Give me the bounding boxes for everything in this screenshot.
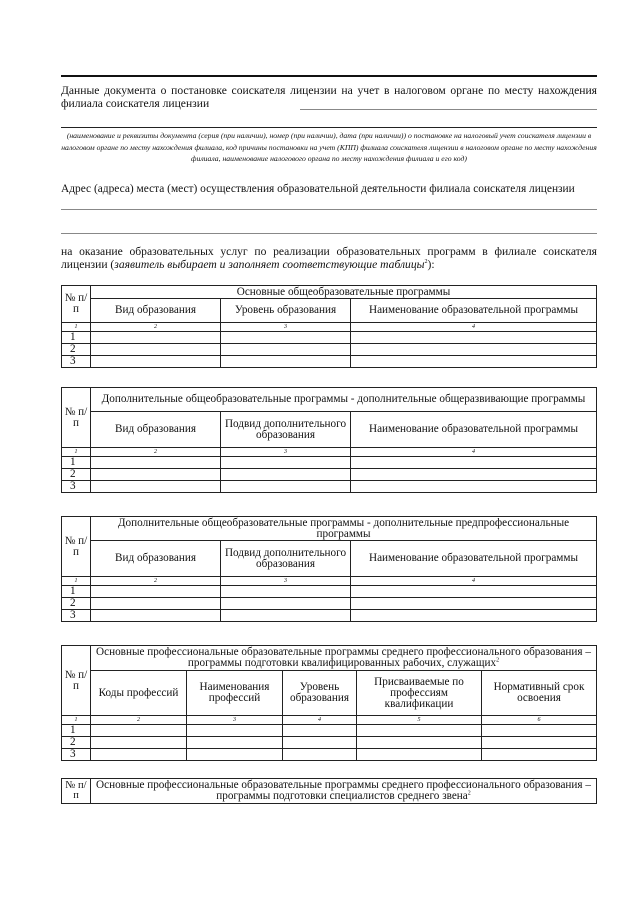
- row-number: 2: [62, 737, 91, 749]
- table-skilled-workers-programs: [61, 645, 597, 761]
- input-cell[interactable]: [91, 586, 221, 598]
- row-number: 2: [62, 344, 91, 356]
- table-row: [62, 332, 597, 344]
- index-cell: 3: [221, 448, 351, 457]
- table-additional-general-developing: [61, 387, 597, 493]
- input-cell[interactable]: [351, 586, 597, 598]
- no-header: № п/п: [62, 517, 91, 577]
- row-number: 1: [62, 332, 91, 344]
- input-cell[interactable]: [91, 344, 221, 356]
- index-cell: 5: [357, 716, 482, 725]
- table-mid-level-specialists: [61, 778, 597, 804]
- table-row: [62, 344, 597, 356]
- input-cell[interactable]: [91, 737, 187, 749]
- input-cell[interactable]: [221, 469, 351, 481]
- input-cell[interactable]: [187, 725, 283, 737]
- input-cell[interactable]: [91, 725, 187, 737]
- row-number: 3: [62, 356, 91, 368]
- table-general-education: [61, 285, 597, 368]
- input-cell[interactable]: [91, 598, 221, 610]
- input-cell[interactable]: [91, 481, 221, 493]
- programs-intro-italic: заявитель выбирает и заполняет соответствующие таблицы: [114, 258, 425, 271]
- tax-registration-fill-line[interactable]: [300, 109, 597, 110]
- no-header: № п/п: [62, 779, 91, 804]
- fill-line-2[interactable]: [61, 127, 597, 128]
- input-cell[interactable]: [351, 469, 597, 481]
- col-header-standard-duration: Нормативный срок освоения: [482, 671, 597, 716]
- input-cell[interactable]: [221, 586, 351, 598]
- col-header-program-name: Наименование образовательной программы: [351, 541, 597, 577]
- col-header-education-type: Вид образования: [91, 299, 221, 323]
- col-header-education-level: Уровень образования: [221, 299, 351, 323]
- table-row: [62, 610, 597, 622]
- input-cell[interactable]: [283, 725, 357, 737]
- col-header-profession-codes: Коды профессий: [91, 671, 187, 716]
- index-cell: 3: [187, 716, 283, 725]
- index-cell: 1: [62, 577, 91, 586]
- table-title: [91, 646, 597, 671]
- input-cell[interactable]: [91, 457, 221, 469]
- index-cell: 2: [91, 716, 187, 725]
- address-fill-line-1[interactable]: [61, 209, 597, 210]
- table-title: Дополнительные общеобразовательные программы - дополнительные общеразвивающие программы: [91, 388, 597, 412]
- input-cell[interactable]: [91, 332, 221, 344]
- index-cell: 3: [221, 323, 351, 332]
- input-cell[interactable]: [283, 749, 357, 761]
- index-cell: 4: [283, 716, 357, 725]
- no-header: № п/п: [62, 646, 91, 716]
- col-header-program-name: Наименование образовательной программы: [351, 299, 597, 323]
- top-rule: [61, 75, 597, 77]
- input-cell[interactable]: [482, 725, 597, 737]
- input-cell[interactable]: [482, 737, 597, 749]
- input-cell[interactable]: [357, 725, 482, 737]
- table-title-text: Основные профессиональные образовательные программы среднего профессионального образования – программы подготовки квалифицированных рабочих, служащих: [96, 646, 591, 669]
- input-cell[interactable]: [221, 610, 351, 622]
- table-row: [62, 725, 597, 737]
- row-number: 3: [62, 610, 91, 622]
- index-cell: 1: [62, 716, 91, 725]
- input-cell[interactable]: [91, 469, 221, 481]
- footnote-ref: 2: [467, 790, 471, 797]
- input-cell[interactable]: [221, 457, 351, 469]
- input-cell[interactable]: [351, 610, 597, 622]
- index-cell: 1: [62, 323, 91, 332]
- input-cell[interactable]: [221, 598, 351, 610]
- input-cell[interactable]: [91, 610, 221, 622]
- input-cell[interactable]: [351, 481, 597, 493]
- no-header: № п/п: [62, 286, 91, 323]
- table-row: [62, 356, 597, 368]
- input-cell[interactable]: [482, 749, 597, 761]
- table-row: [62, 598, 597, 610]
- input-cell[interactable]: [221, 332, 351, 344]
- row-number: 3: [62, 481, 91, 493]
- table-row: [62, 481, 597, 493]
- programs-intro-end: ):: [427, 258, 435, 271]
- footnote-ref: 2: [496, 657, 500, 664]
- input-cell[interactable]: [221, 356, 351, 368]
- input-cell[interactable]: [91, 749, 187, 761]
- input-cell[interactable]: [91, 356, 221, 368]
- table-row: [62, 469, 597, 481]
- no-header: № п/п: [62, 388, 91, 448]
- col-header-education-type: Вид образования: [91, 541, 221, 577]
- input-cell[interactable]: [351, 344, 597, 356]
- tax-registration-paragraph: Данные документа о постановке соискателя лицензии на учет в налоговом органе по месту нахождения филиала соискателя лицензии: [61, 84, 597, 110]
- input-cell[interactable]: [351, 457, 597, 469]
- input-cell[interactable]: [187, 737, 283, 749]
- col-header-profession-names: Наименования профессий: [187, 671, 283, 716]
- input-cell[interactable]: [351, 332, 597, 344]
- input-cell[interactable]: [221, 344, 351, 356]
- col-header-education-type: Вид образования: [91, 412, 221, 448]
- table-title-text: Основные профессиональные образовательные программы среднего профессионального образования – программы подготовки специалистов среднего звена: [96, 779, 591, 802]
- row-number: 2: [62, 598, 91, 610]
- row-number: 1: [62, 457, 91, 469]
- input-cell[interactable]: [351, 598, 597, 610]
- table-row: [62, 737, 597, 749]
- input-cell[interactable]: [283, 737, 357, 749]
- col-header-education-level: Уровень образования: [283, 671, 357, 716]
- address-label: Адрес (адреса) места (мест) осуществления образовательной деятельности филиала соискателя лицензии: [61, 183, 575, 195]
- index-cell: 4: [351, 577, 597, 586]
- programs-intro-main: на оказание образовательных услуг по реализации образовательных программ в филиале соискателя лицензии (: [61, 245, 597, 271]
- index-cell: 6: [482, 716, 597, 725]
- input-cell[interactable]: [351, 356, 597, 368]
- address-fill-line-2[interactable]: [61, 233, 597, 234]
- footnote-ref: 2: [424, 259, 428, 266]
- input-cell[interactable]: [357, 749, 482, 761]
- row-number: 1: [62, 725, 91, 737]
- table-row: [62, 457, 597, 469]
- row-number: 2: [62, 469, 91, 481]
- col-header-education-subtype: Подвид дополнительного образования: [221, 412, 351, 448]
- index-cell: 2: [91, 577, 221, 586]
- col-header-education-subtype: Подвид дополнительного образования: [221, 541, 351, 577]
- input-cell[interactable]: [187, 749, 283, 761]
- table-row: [62, 749, 597, 761]
- programs-intro-paragraph: [61, 245, 597, 271]
- index-cell: 2: [91, 448, 221, 457]
- row-number: 1: [62, 586, 91, 598]
- index-cell: 2: [91, 323, 221, 332]
- col-header-qualifications: Присваиваемые по профессиям квалификации: [357, 671, 482, 716]
- table-title: Дополнительные общеобразовательные программы - дополнительные предпрофессиональные программы: [91, 517, 597, 541]
- index-cell: 1: [62, 448, 91, 457]
- index-cell: 3: [221, 577, 351, 586]
- input-cell[interactable]: [357, 737, 482, 749]
- table-additional-preprofessional: [61, 516, 597, 622]
- table-title: [91, 779, 597, 804]
- input-cell[interactable]: [221, 481, 351, 493]
- row-number: 3: [62, 749, 91, 761]
- tax-document-note: (наименование и реквизиты документа (серия (при наличии), номер (при наличии), дата (при наличии)) о постановке на налоговый учет соискателя лицензии в налоговом органе по месту нахождения филиала, код причины постановки на учет (КПП) филиала соискателя лицензии в налоговом органе по месту нахождения филиала, наименование налогового органа по месту нахождения филиала и его код): [61, 131, 597, 163]
- table-row: [62, 586, 597, 598]
- col-header-program-name: Наименование образовательной программы: [351, 412, 597, 448]
- index-cell: 4: [351, 448, 597, 457]
- table-title: Основные общеобразовательные программы: [91, 286, 597, 299]
- index-cell: 4: [351, 323, 597, 332]
